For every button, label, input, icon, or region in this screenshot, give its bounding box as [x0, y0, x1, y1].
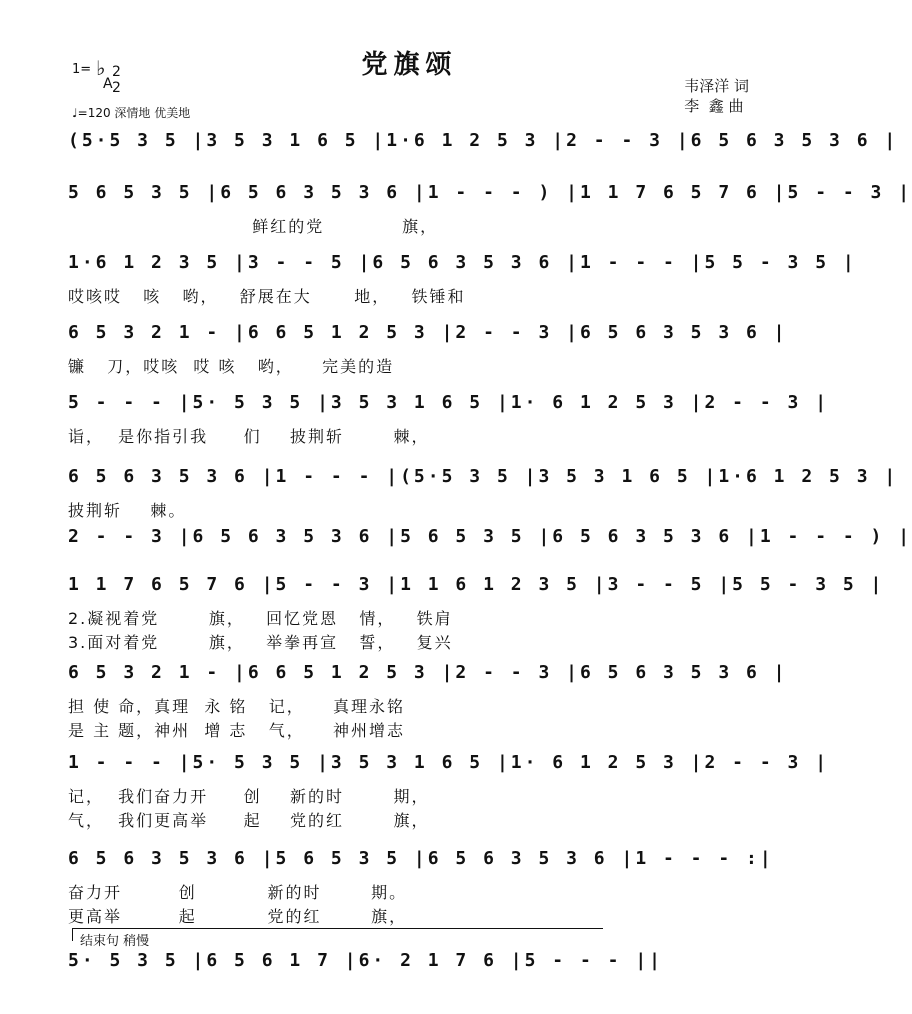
lyric-line: 诣， 是你指引我 们 披荆斩 棘，	[68, 427, 430, 446]
tempo-marking: ♩=120 深情地 优美地	[72, 106, 191, 120]
lyric-line: 是 主 题，神州 增 志 气， 神州增志	[68, 721, 406, 740]
composer: 李 鑫 曲	[684, 97, 744, 115]
song-title: 党旗颂	[361, 50, 458, 80]
notation-line: 6 5 6 3 5 3 6 |5 6 5 3 5 |6 5 6 3 5 3 6 |1 - - - :|	[68, 848, 774, 869]
meter-bottom: 2	[112, 80, 121, 96]
notation-line: 6 5 6 3 5 3 6 |1 - - - |(5·5 3 5 |3 5 3 1 6 5 |1·6 1 2 5 3 |	[68, 466, 899, 487]
lyric-line: 记， 我们奋力开 创 新的时 期，	[68, 787, 430, 806]
notation-line: 5· 5 3 5 |6 5 6 1 7 |6· 2 1 7 6 |5 - - - ||	[68, 950, 663, 971]
time-signature	[112, 64, 121, 96]
flat-icon: ♭	[96, 56, 106, 80]
lyric-line: 鲜红的党 旗，	[68, 217, 439, 236]
lyric-line: 担 使 命，真理 永 铭 记， 真理永铭	[68, 697, 406, 716]
lyric-line: 哎咳哎 咳 哟， 舒展在大 地， 铁锤和	[68, 287, 466, 306]
notation-line: 2 - - 3 |6 5 6 3 5 3 6 |5 6 5 3 5 |6 5 6 3 5 3 6 |1 - - - ) |	[68, 526, 912, 547]
notation-line: (5·5 3 5 |3 5 3 1 6 5 |1·6 1 2 5 3 |2 - - 3 |6 5 6 3 5 3 6 |	[68, 130, 899, 151]
lyric-line: 气， 我们更高举 起 党的红 旗，	[68, 811, 430, 830]
lyric-line: 2.凝视着党 旗， 回忆党恩 情， 铁肩	[68, 609, 453, 628]
ending-bracket	[72, 928, 603, 941]
lyric-line: 披荆斩 棘。	[68, 501, 187, 520]
lyricist: 韦泽洋 词	[684, 77, 749, 95]
notation-line: 1 1 7 6 5 7 6 |5 - - 3 |1 1 6 1 2 3 5 |3 - - 5 |5 5 - 3 5 |	[68, 574, 885, 595]
lyric-line: 更高举 起 党的红 旗，	[68, 907, 408, 926]
notation-line: 1 - - - |5· 5 3 5 |3 5 3 1 6 5 |1· 6 1 2 5 3 |2 - - 3 |	[68, 752, 830, 773]
notation-line: 6 5 3 2 1 - |6 6 5 1 2 5 3 |2 - - 3 |6 5 6 3 5 3 6 |	[68, 662, 788, 683]
notation-line: 5 - - - |5· 5 3 5 |3 5 3 1 6 5 |1· 6 1 2 5 3 |2 - - 3 |	[68, 392, 830, 413]
notation-line: 5 6 5 3 5 |6 5 6 3 5 3 6 |1 - - - ) |1 1 7 6 5 7 6 |5 - - 3 |	[68, 182, 912, 203]
notation-line: 6 5 3 2 1 - |6 6 5 1 2 5 3 |2 - - 3 |6 5 6 3 5 3 6 |	[68, 322, 788, 343]
ending-label: 结束句 稍慢	[80, 934, 150, 949]
lyric-line: 镰 刀，哎咳 哎 咳 哟， 完美的造	[68, 357, 395, 376]
lyric-line: 奋力开 创 新的时 期。	[68, 883, 408, 902]
meter-top: 2	[112, 64, 121, 80]
lyric-line: 3.面对着党 旗， 举拳再宣 誓， 复兴	[68, 633, 453, 652]
key-note: A	[103, 76, 113, 92]
notation-line: 1·6 1 2 3 5 |3 - - 5 |6 5 6 3 5 3 6 |1 - - - |5 5 - 3 5 |	[68, 252, 857, 273]
credits	[684, 76, 749, 116]
key-signature: 1=	[72, 62, 92, 77]
